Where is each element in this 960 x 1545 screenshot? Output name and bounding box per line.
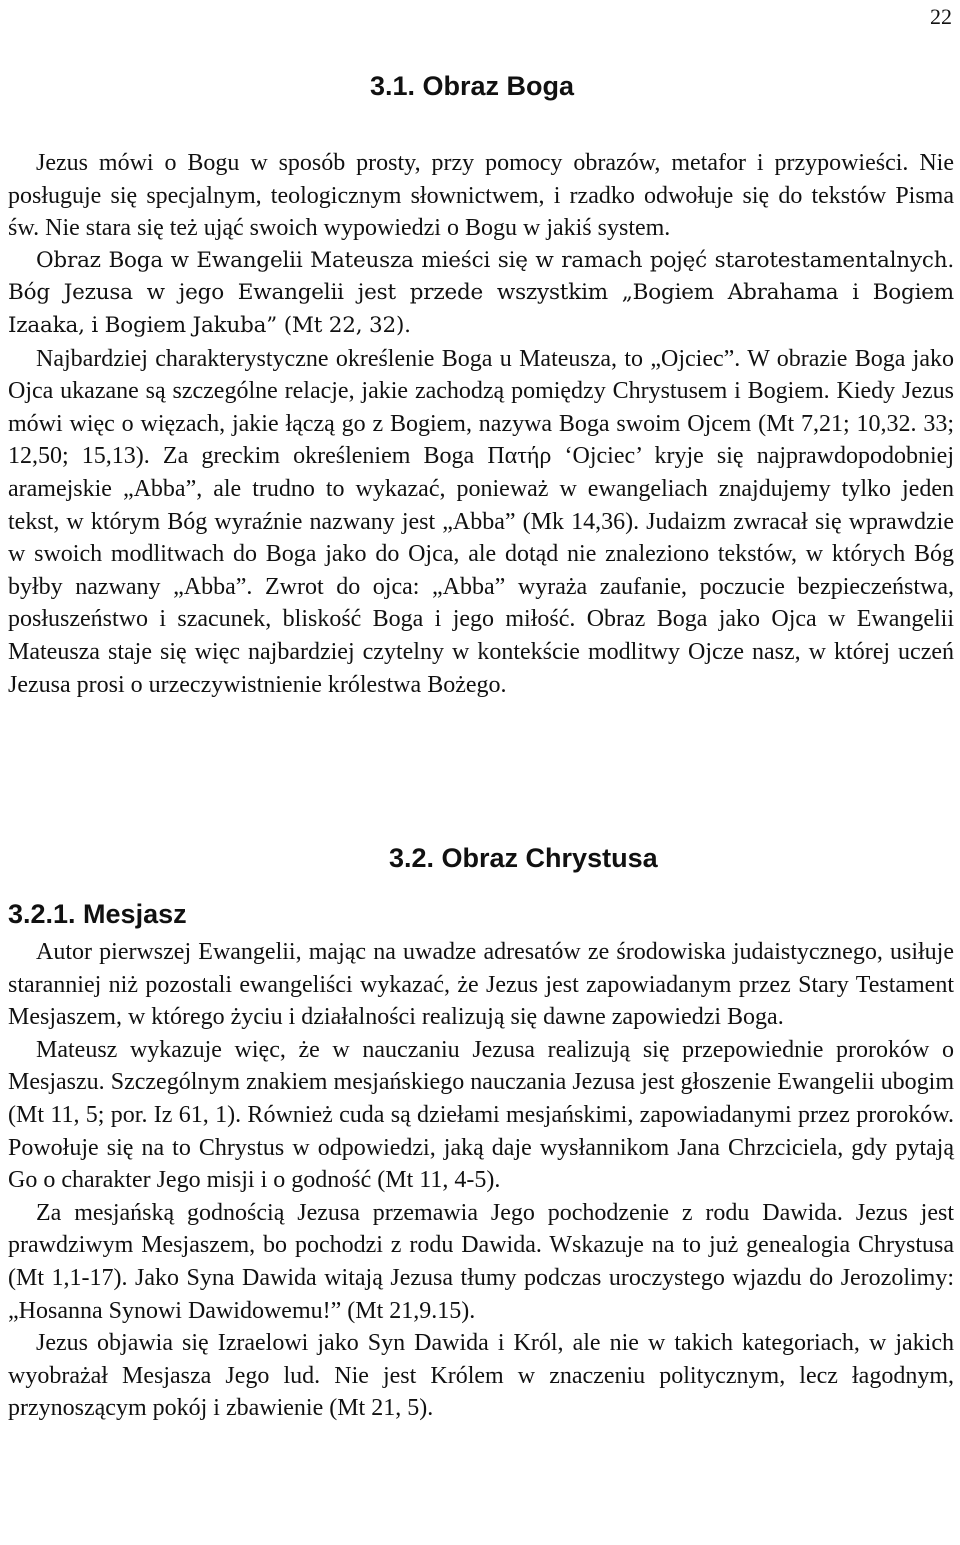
section-heading-3-1: 3.1. Obraz Boga <box>370 71 575 101</box>
paragraph: Za mesjańską godnością Jezusa przemawia Jego pochodzenie z rodu Dawida. Jezus jest prawdziwym Mesjaszem, bo pochodzi z rodu Dawida. Wskazuje na to już genealogia Chrystusa (Mt 1,1-17). Jako Syna Dawida witają Jezusa tłumy podczas uroczystego wjazdu do Jerozolimy: „Hosanna Synowi Dawidowemu!” (Mt 21,9.15). <box>8 1199 954 1324</box>
paragraph: Mateusz wykazuje więc, że w nauczaniu Jezusa realizują się przepowiednie proroków o Mesjaszu. Szczególnym znakiem mesjańskiego nauczania Jezusa jest głoszenie Ewangelii ubogim (Mt 11, 5; por. Iz 61, 1). Również cuda są dziełami mesjańskimi, zapowiadanymi przez proroków. Powołuje się na to Chrystus w odpowiedzi, jaką daje wysłannikom Jana Chrzciciela, gdy pytają Go o charakter Jego misji i o godność (Mt 11, 4-5). <box>8 1036 954 1194</box>
paragraph: Autor pierwszej Ewangelii, mając na uwadze adresatów ze środowiska judaistycznego, usiłuje staranniej niż pozostali ewangeliści wykazać, że Jezus jest zapowiadanym przez Stary Testament Mesjaszem, w którego życiu i działalności realizują się dawne zapowiedzi Boga. <box>8 939 954 1031</box>
paragraph: Jezus mówi o Bogu w sposób prosty, przy pomocy obrazów, metafor i przypowieści. Nie posługuje się specjalnym, teologicznym słownictwem, i rzadko odwołuje się do tekstów Pisma św. Nie stara się też ująć swoich wypowiedzi o Bogu w jakiś system. <box>8 150 954 242</box>
paragraph: Jezus objawia się Izraelowi jako Syn Dawida i Król, ale nie w takich kategoriach, w jakich wyobrażał Mesjasza Jego lud. Nie jest Królem w znaczeniu politycznym, lecz łagodnym, przynoszącym pokój i zbawienie (Mt 21, 5). <box>8 1330 954 1422</box>
paragraph: Obraz Boga w Ewangelii Mateusza mieści się w ramach pojęć starotestamentalnych. Bóg Jezusa w jego Ewangelii jest przede wszystkim „Bogiem Abrahama i Bogiem Izaaka, i Bogiem Jakuba” (Mt 22, 32). <box>8 247 954 338</box>
page-number: 22 <box>930 4 952 29</box>
section-heading-3-2: 3.2. Obraz Chrystusa <box>389 843 658 873</box>
paragraph: Najbardziej charakterystyczne określenie Boga u Mateusza, to „Ojciec”. W obrazie Boga jako Ojca ukazane są szczególne relacje, jakie zachodzą pomiędzy Chrystusem i Bogiem. Kiedy Jezus mówi więc o więzach, jakie łączą go z Bogiem, nazywa Boga swoim Ojcem (Mt 7,21; 10,32. 33; 12,50; 15,13). Za greckim określeniem Boga Πατήρ ‘Ojciec’ kryje się najprawdopodobniej aramejskie „Abba”, ale trudno to wykazać, ponieważ w ewangeliach znajdujemy tylko jeden tekst, w którym Bóg wyraźnie nazwany jest „Abba” (Mk 14,36). Judaizm zwracał się wprawdzie w swoich modlitwach do Boga jako do Ojca, ale dotąd nie znaleziono tekstów, w których Bóg byłby nazwany „Abba”. Zwrot do ojca: „Abba” wyraża zaufanie, poczucie bezpieczeństwa, posłuszeństwo i szacunek, bliskość Boga i jego miłość. Obraz Boga jako Ojca w Ewangelii Mateusza staje się więc najbardziej czytelny w kontekście modlitwy Ojcze nasz, w której uczeń Jezusa prosi o urzeczywistnienie królestwa Bożego. <box>8 345 954 698</box>
section-heading-3-2-1: 3.2.1. Mesjasz <box>8 899 187 929</box>
section-3-1-body <box>8 147 954 701</box>
section-3-2-1-body <box>8 936 954 1425</box>
